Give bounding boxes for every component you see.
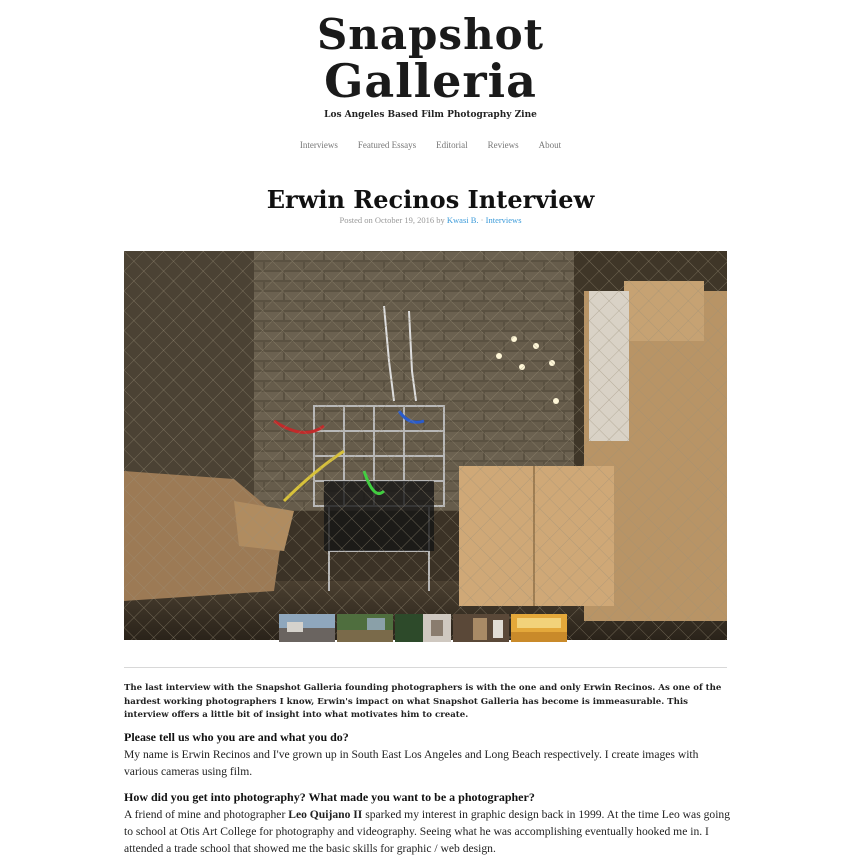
thumbnail-strip (279, 614, 567, 642)
thumbnail-art (337, 614, 393, 642)
nav-item-reviews[interactable]: Reviews (487, 140, 519, 150)
nav-item-about[interactable]: About (538, 140, 562, 150)
author-link[interactable]: Kwasi B. (446, 215, 479, 225)
site-title[interactable] (0, 10, 861, 108)
answer-2-part1: A friend of mine and photographer (124, 808, 286, 821)
post-date: Posted on October 19, 2016 by (339, 215, 445, 225)
hero-image[interactable] (124, 251, 727, 640)
thumbnail-art (395, 614, 451, 642)
answer-2-part2: sparked my interest in graphic design back in 1999. At the time Leo was going to school at Otis Art College for photography and videography. Seeing what he was accomplishing eventually hooked me in. I attended a trade school that showed me the basic skills for graphic / web design. (124, 808, 731, 855)
divider (124, 667, 727, 668)
nav-item-featured-essays[interactable]: Featured Essays (357, 140, 417, 150)
thumbnail[interactable] (453, 614, 509, 642)
category-link[interactable]: Interviews (485, 215, 522, 225)
thumbnail[interactable] (395, 614, 451, 642)
photographer-name: Leo Quijano II (288, 808, 363, 821)
nav-item-interviews[interactable]: Interviews (299, 140, 338, 150)
meta-separator: · (480, 215, 484, 225)
thumbnail-art (511, 614, 567, 642)
answer-1: My name is Erwin Recinos and I've grown up in South East Los Angeles and Long Beach respectively. I create images with various cameras using film. (124, 748, 699, 778)
nav-item-editorial[interactable]: Editorial (436, 140, 468, 150)
thumbnail[interactable] (279, 614, 335, 642)
post-title: Erwin Recinos Interview (266, 185, 595, 214)
answer-2 (124, 806, 734, 857)
thumbnail[interactable] (511, 614, 567, 642)
site-title-line1[interactable]: Snapshot (316, 10, 545, 59)
thumbnail-art (453, 614, 509, 642)
site-title-line2[interactable]: Galleria (324, 54, 537, 108)
main-nav (0, 140, 861, 150)
post-intro: The last interview with the Snapshot Galleria founding photographers is with the one and only Erwin Recinos. As one of the hardest working photographers I know, Erwin's impact on what Snapshot Galleria has become is immeasurable. This interview offers a little bit of insight into what motivates him to create. (124, 683, 722, 720)
question-1: Please tell us who you are and what you do? (124, 730, 349, 744)
question-2: How did you get into photography? What made you want to be a photographer? (124, 790, 535, 804)
site-tagline: Los Angeles Based Film Photography Zine (324, 110, 537, 120)
post-meta (0, 215, 861, 225)
hero-image-art (124, 251, 727, 640)
thumbnail[interactable] (337, 614, 393, 642)
thumbnail-art (279, 614, 335, 642)
